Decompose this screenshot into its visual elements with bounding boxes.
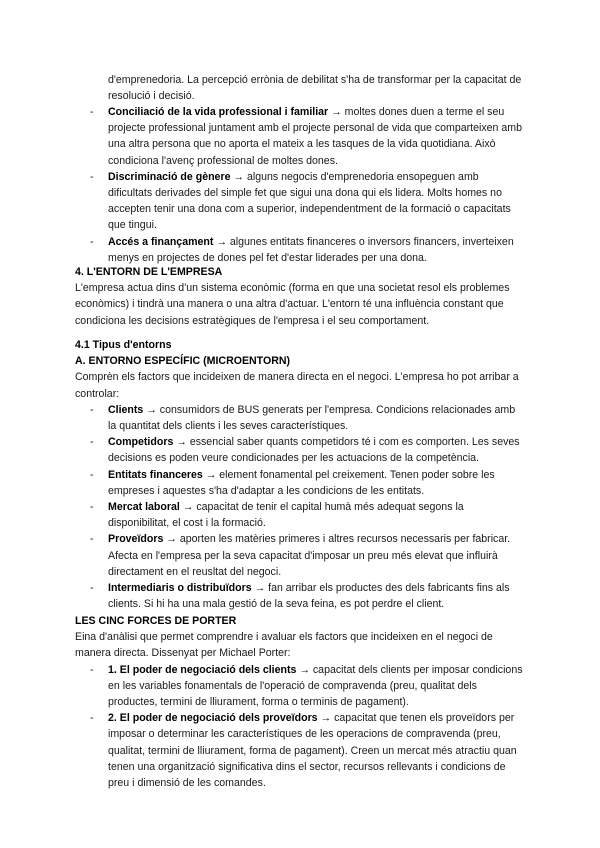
item-text: → element fonamental pel creixement. Tenen poder sobre les empreses i aquestes s'ha d'adaptar a les condicions de les entitats. xyxy=(108,468,495,497)
porter-section xyxy=(75,613,525,791)
list-item xyxy=(75,499,525,531)
item-term: 2. El poder de negociació dels proveïdors xyxy=(108,712,318,725)
item-term: Mercat laboral xyxy=(108,501,180,514)
barriers-list xyxy=(75,104,525,266)
section-4 xyxy=(75,264,525,329)
item-text: → capacitat dels clients per imposar condicions en les variables fonamentals de l'operació de compravenda (preu, qualitat dels productes, termini de lliurament, forma o terminis de pagament). xyxy=(108,663,523,709)
barriers-list-block xyxy=(75,104,525,266)
item-text: → essencial saber quants competidors té i com es comporten. Les seves decisions es poden veure condicionades per les actuacions de la competència. xyxy=(108,436,520,465)
item-term: Clients xyxy=(108,403,144,416)
item-term: Competidors xyxy=(108,436,174,449)
item-term: Conciliació de la vida professional i familiar xyxy=(108,106,329,118)
section-heading: 4. L'ENTORN DE L'EMPRESA xyxy=(75,266,223,278)
list-item xyxy=(75,662,525,711)
item-text: → aporten les matèries primeres i altres recursos necessaris per fabricar. Afecta en l'empresa per la seva capacitat d'imposar un preu més elevat que influirà directament en el reusltat del negoci. xyxy=(108,533,511,578)
section-heading: LES CINC FORCES DE PORTER xyxy=(75,615,237,627)
section-subheading: A. ENTORNO ESPECÍFIC (MICROENTORN) xyxy=(75,355,291,368)
item-term: Entitats financeres xyxy=(108,468,203,481)
item-text: → moltes dones duen a terme el seu projecte professional juntament amb el projecte personal de vida que comparteixen amb una altra persona que no aporta el mateix a les tasques de la vida quotidiana. Això condiciona l'avenç professional de moltes dones. xyxy=(108,106,522,167)
list-item xyxy=(75,467,525,499)
section-heading: 4.1 Tipus d'entorns xyxy=(75,339,172,351)
list-item xyxy=(75,434,525,466)
item-text: → capacitat de tenir el capital humà més adequat segons la disponibilitat, el cost i la formació. xyxy=(108,501,464,530)
item-text: → algunes entitats financeres o inversors financers, inverteixen menys en projectes de dones pel fet d'estar liderades per una dona. xyxy=(108,235,514,264)
list-item xyxy=(75,234,525,266)
list-item xyxy=(75,710,525,791)
item-term: Accés a finançament xyxy=(108,235,214,248)
item-text: → alguns negocis d'emprenedoria ensopeguen amb dificultats derivades del simple fet que sigui una dona qui els lidera. Molts homes no accepten tenir una dona com a superior, independentment de la formació o capacitats que tingui. xyxy=(108,170,511,232)
section-text: L'empresa actua dins d'un sistema econòmic (forma en que una societat resol els problemes econòmics) i tindrà una manera o una altra d'actuar. L'entorn té una influència constant que condiciona les decisions estratègiques de l'empresa i el seu comportament. xyxy=(75,282,510,327)
list-item xyxy=(75,402,525,434)
porter-forces-list xyxy=(75,662,525,792)
item-term: Discriminació de gènere xyxy=(108,170,231,183)
item-text: → capacitat que tenen els proveïdors per imposar o determinar les característiques de les operacions de compravenda (preu, qualitat, termini de lliurament, forma de pagament). Creen un mercat més atractiu quan tenen una organització significativa dins el sector, recursos rellevants i condicions de preu i dimensió de les comandes. xyxy=(108,712,517,790)
item-term: Intermediaris o distribuïdors xyxy=(108,582,252,595)
environment-factors-list xyxy=(75,402,525,613)
section-intro: Comprèn els factors que incideixen de manera directa en el negoci. L'empresa ho pot arribar a controlar: xyxy=(75,371,519,400)
item-text: → fan arribar els productes des dels fabricants fins als clients. Si hi ha una mala gestió de la seva feina, es pot perdre el client. xyxy=(108,582,510,611)
list-item xyxy=(75,169,525,234)
intro-continuation: d'emprenedoria. La percepció errònia de debilitat s'ha de transformar per la capacitat de resolució i decisió. xyxy=(108,74,522,103)
section-4-1 xyxy=(75,337,525,612)
item-term: Proveïdors xyxy=(108,533,164,546)
list-item xyxy=(75,104,525,169)
item-text: → consumidors de BUS generats per l'empresa. Condicions relacionades amb la quantitat dels clients i les seves característiques. xyxy=(108,403,516,433)
list-item xyxy=(75,531,525,580)
item-term: 1. El poder de negociació dels clients xyxy=(108,663,297,676)
list-item xyxy=(75,580,525,612)
section-intro: Eina d'anàlisi que permet comprendre i avaluar els factors que incideixen en el negoci de manera directa. Dissenyat per Michael Porter: xyxy=(75,631,493,660)
